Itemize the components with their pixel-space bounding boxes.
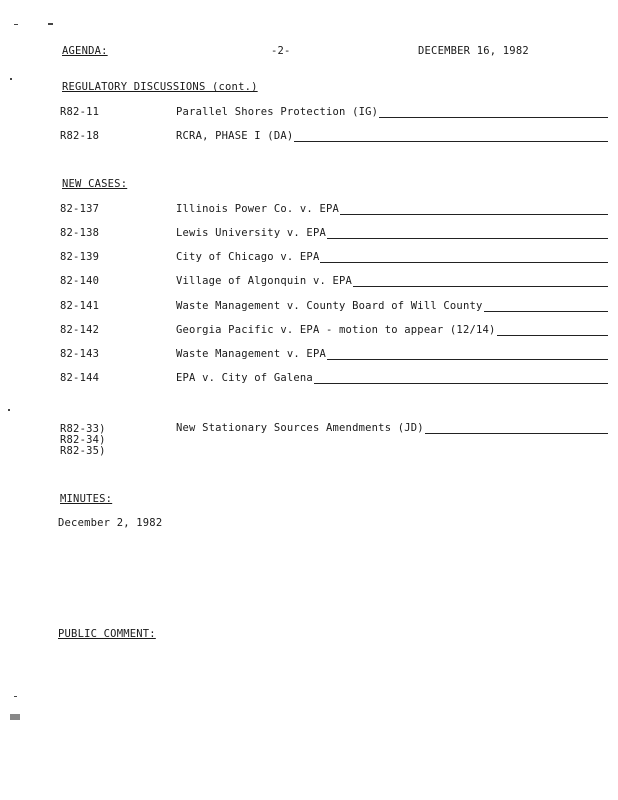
docket-number: R82-35) [60,445,106,457]
blank-line [379,106,608,118]
scan-speck [10,714,20,720]
case-title: City of Chicago v. EPA [176,251,320,263]
blank-line [314,372,608,384]
item-title: New Stationary Sources Amendments (JD) [176,422,424,434]
list-item [60,203,608,219]
case-number: 82-140 [60,275,100,287]
case-number: 82-144 [60,372,100,384]
blank-line [425,422,608,434]
item-title: RCRA, PHASE I (DA) [176,130,294,142]
agenda-label: AGENDA: [62,45,108,57]
scan-speck [48,23,53,25]
case-number: 82-142 [60,324,100,336]
scan-speck [10,78,12,80]
docket-number: R82-33) [60,423,106,435]
scan-speck [14,696,17,697]
blank-line [353,275,608,287]
case-number: 82-138 [60,227,100,239]
list-item [60,227,608,243]
blank-line [294,130,608,142]
docket-number: R82-18 [60,130,100,142]
item-title: Parallel Shores Protection (IG) [176,106,379,118]
blank-line [497,324,608,336]
minutes-heading: MINUTES: [60,493,113,505]
blank-line [484,300,608,312]
list-item [60,106,608,122]
case-number: 82-143 [60,348,100,360]
case-title: Georgia Pacific v. EPA - motion to appear (12/14) [176,324,496,336]
blank-line [340,203,608,215]
scan-speck [14,24,18,25]
list-item [60,324,608,340]
docket-number: R82-34) [60,434,106,446]
blank-line [320,251,608,263]
case-title: Waste Management v. County Board of Will County [176,300,483,312]
list-item [60,251,608,267]
docket-number: R82-11 [60,106,100,118]
list-item [60,348,608,364]
blank-line [327,227,608,239]
case-title: Village of Algonquin v. EPA [176,275,353,287]
case-title: Illinois Power Co. v. EPA [176,203,340,215]
blank-line [327,348,608,360]
case-title: Waste Management v. EPA [176,348,326,360]
case-title: EPA v. City of Galena [176,372,313,384]
case-number: 82-137 [60,203,100,215]
scan-speck [8,409,10,411]
new-cases-heading: NEW CASES: [62,178,128,190]
meeting-date: DECEMBER 16, 1982 [418,45,529,57]
public-comment-heading: PUBLIC COMMENT: [58,628,156,640]
list-item [60,130,608,146]
list-item [60,372,608,388]
list-item [60,300,608,316]
page-number: -2- [271,45,291,57]
list-item [60,422,608,438]
case-number: 82-139 [60,251,100,263]
case-number: 82-141 [60,300,100,312]
case-title: Lewis University v. EPA [176,227,326,239]
regulatory-heading: REGULATORY DISCUSSIONS (cont.) [62,81,258,93]
list-item [60,275,608,291]
minutes-date: December 2, 1982 [58,517,163,529]
